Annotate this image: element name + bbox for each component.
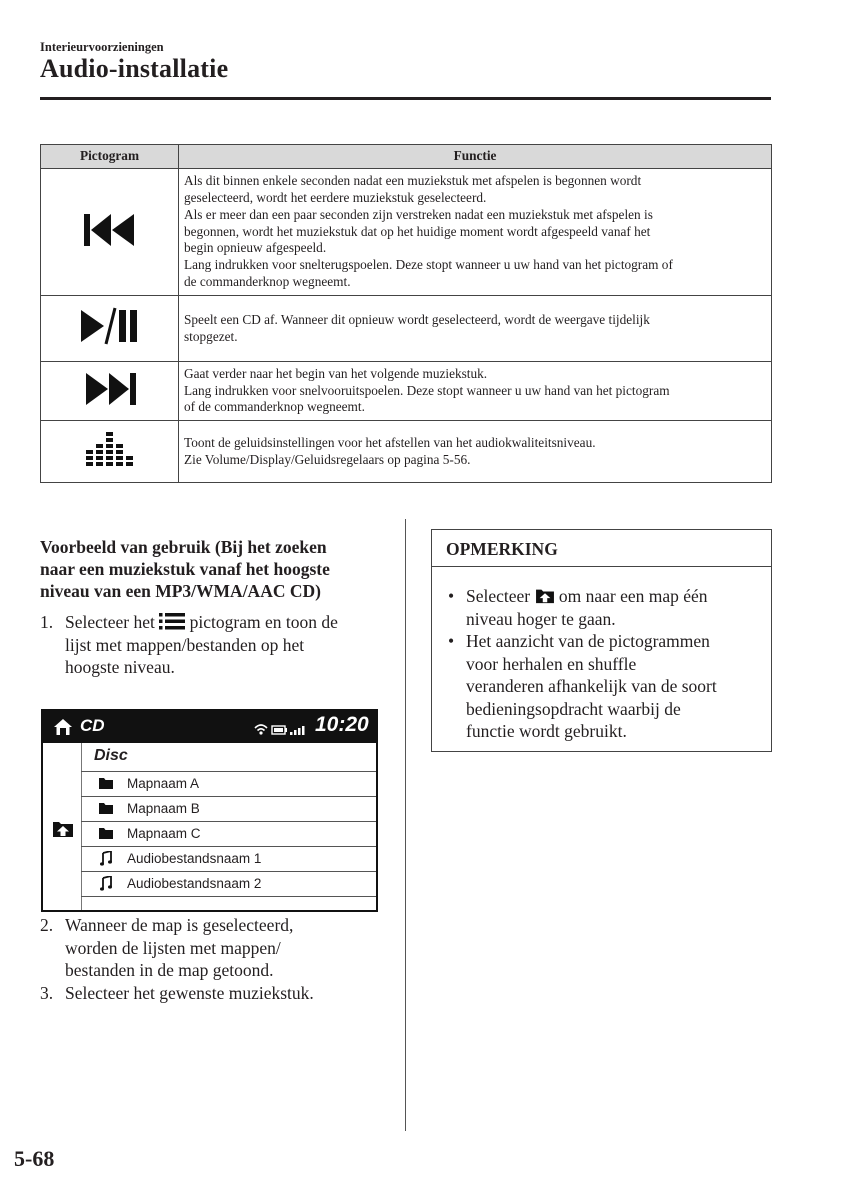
function-description	[179, 362, 772, 421]
note-text: veranderen afhankelijk van de soort	[466, 676, 717, 696]
bullet: •	[448, 631, 455, 651]
function-description	[179, 169, 772, 296]
pictogram-function-table	[40, 144, 772, 483]
note-item	[448, 585, 766, 630]
note-text: functie wordt gebruikt.	[466, 721, 627, 741]
list-item-label: Audiobestandsnaam 1	[127, 851, 262, 866]
list-item[interactable]	[81, 847, 376, 872]
screen-source-label: CD	[80, 716, 105, 735]
example-heading-line: niveau van een MP3/WMA/AAC CD)	[40, 581, 321, 601]
table-row	[41, 362, 772, 421]
step-2	[40, 914, 390, 982]
example-heading-line: Voorbeeld van gebruik (Bij het zoeken	[40, 537, 327, 557]
step-number: 2.	[40, 915, 54, 935]
folder-icon	[99, 803, 113, 814]
step-number: 1.	[40, 612, 54, 632]
title-rule	[40, 97, 771, 100]
col-pictogram-header: Pictogram	[41, 145, 179, 169]
page-number: 5-68	[14, 1146, 55, 1171]
col-function-header: Functie	[179, 145, 772, 169]
folder-up-icon[interactable]	[52, 819, 74, 838]
step-number: 3.	[40, 983, 54, 1003]
description-line: begonnen, wordt het muziekstuk dat op het huidige moment wordt afgespeeld vanaf het	[184, 223, 651, 239]
list-item[interactable]	[81, 872, 376, 897]
screen-list-header	[81, 743, 376, 772]
description-line: Speelt een CD af. Wanneer dit opnieuw wordt geselecteerd, wordt de weergave tijdelijk	[184, 311, 650, 327]
folder-icon	[99, 778, 113, 789]
step-text: bestanden in de map getoond.	[65, 960, 274, 980]
note-item	[448, 630, 766, 743]
signal-status-icons	[254, 722, 309, 736]
step-text: pictogram en toon de	[189, 612, 338, 632]
description-line: begin opnieuw afgespeeld.	[184, 240, 327, 256]
note-text: om naar een map één	[558, 586, 708, 606]
note-text: bedieningsopdracht waarbij de	[466, 698, 681, 719]
description-line: Lang indrukken voor snelvooruitspoelen. Deze stopt wanneer u uw hand van het pictogram	[184, 382, 670, 398]
list-item[interactable]	[81, 822, 376, 847]
screen-clock: 10:20	[315, 713, 369, 736]
step-text: lijst met mappen/bestanden op het	[65, 634, 305, 655]
list-item-label: Mapnaam B	[127, 801, 200, 816]
folder-up-icon	[535, 587, 555, 604]
next-track-icon	[82, 371, 138, 407]
description-line: Als dit binnen enkele seconden nadat een muziekstuk met afspelen is begonnen wordt	[184, 173, 642, 189]
example-heading	[40, 536, 390, 602]
home-icon[interactable]	[53, 718, 73, 736]
table-row	[41, 296, 772, 362]
function-description	[179, 421, 772, 483]
play-pause-icon	[79, 306, 141, 346]
list-item-label: Mapnaam C	[127, 826, 201, 841]
step-text: Selecteer het gewenste muziekstuk.	[65, 983, 314, 1003]
note-list	[448, 585, 766, 743]
table-row	[41, 169, 772, 296]
page-title: Audio-installatie	[40, 54, 229, 83]
icon-cell	[41, 421, 179, 483]
icon-cell	[41, 296, 179, 362]
note-box	[431, 529, 772, 752]
screen-sidebar	[43, 743, 82, 910]
section-label: Interieurvoorzieningen	[40, 40, 164, 54]
note-text: Selecteer	[466, 586, 531, 606]
screen-list-title: Disc	[94, 747, 128, 764]
description-line: Lang indrukken voor snelterugspoelen. Deze stopt wanneer u uw hand van het pictogram of	[184, 257, 673, 273]
folder-icon	[99, 828, 113, 839]
table-row	[41, 421, 772, 483]
equalizer-icon	[85, 429, 135, 469]
table-header-row	[41, 145, 772, 169]
step-text: worden de lijsten met mappen/	[65, 937, 281, 958]
step-text: Selecteer het	[65, 612, 155, 632]
screen-status-bar	[43, 711, 376, 743]
note-divider	[432, 566, 771, 567]
note-text: Het aanzicht van de pictogrammen	[466, 631, 710, 651]
bullet: •	[448, 586, 455, 606]
note-title: OPMERKING	[446, 539, 558, 559]
description-line: of de commanderknop wegneemt.	[184, 399, 365, 415]
description-line: geselecteerd, wordt het eerdere muziekstuk geselecteerd.	[184, 190, 487, 205]
audio-screen-mockup	[41, 709, 378, 912]
list-item-label: Mapnaam A	[127, 776, 200, 791]
previous-track-icon	[82, 212, 138, 248]
step-3	[40, 982, 390, 1005]
step-text: Wanneer de map is geselecteerd,	[65, 915, 294, 935]
description-line: Zie Volume/Display/Geluidsregelaars op pagina 5-56.	[184, 451, 471, 467]
description-line: stopgezet.	[184, 328, 238, 344]
music-note-icon	[100, 876, 112, 891]
list-item-label: Audiobestandsnaam 2	[127, 876, 262, 891]
list-item[interactable]	[81, 772, 376, 797]
description-line: Toont de geluidsinstellingen voor het afstellen van het audiokwaliteitsniveau.	[184, 434, 596, 450]
description-line: de commanderknop wegneemt.	[184, 273, 351, 289]
icon-cell	[41, 362, 179, 421]
step-1	[40, 611, 390, 679]
note-text: voor herhalen en shuffle	[466, 653, 637, 674]
function-description	[179, 296, 772, 362]
note-text: niveau hoger te gaan.	[466, 608, 616, 629]
music-note-icon	[100, 851, 112, 866]
step-text: hoogste niveau.	[65, 657, 175, 677]
icon-cell	[41, 169, 179, 296]
list-icon	[159, 613, 185, 630]
description-line: Gaat verder naar het begin van het volgende muziekstuk.	[184, 365, 488, 381]
column-divider	[405, 519, 406, 1131]
list-item[interactable]	[81, 797, 376, 822]
example-heading-line: naar een muziekstuk vanaf het hoogste	[40, 559, 330, 579]
description-line: Als er meer dan een paar seconden zijn verstreken nadat een muziekstuk met afspelen is	[184, 206, 653, 222]
